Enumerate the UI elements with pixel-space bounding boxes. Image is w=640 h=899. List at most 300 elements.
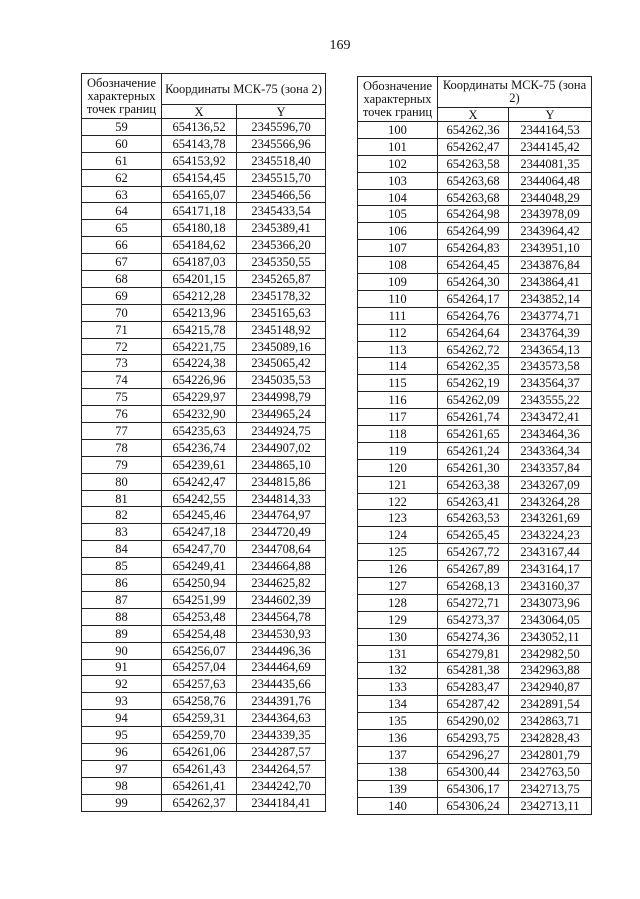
- y-coordinate-cell: 2344435,66: [237, 676, 326, 693]
- table-row: [82, 321, 326, 338]
- y-coordinate-cell: 2344145,42: [509, 138, 592, 155]
- y-coordinate-cell: 2343978,09: [509, 206, 592, 223]
- y-coordinate-cell: 2344064,48: [509, 172, 592, 189]
- point-number-cell: 93: [82, 693, 162, 710]
- table-row: [358, 274, 592, 291]
- point-number-cell: 137: [358, 746, 438, 763]
- table-row: [82, 659, 326, 676]
- y-coordinate-cell: 2344625,82: [237, 575, 326, 592]
- x-coordinate-cell: 654180,18: [162, 220, 237, 237]
- y-coordinate-cell: 2344664,88: [237, 558, 326, 575]
- point-number-cell: 84: [82, 541, 162, 558]
- x-coordinate-cell: 654232,90: [162, 406, 237, 423]
- point-number-cell: 97: [82, 760, 162, 777]
- x-coordinate-cell: 654263,38: [438, 476, 509, 493]
- y-coordinate-cell: 2345148,92: [237, 321, 326, 338]
- table-row: [82, 524, 326, 541]
- y-coordinate-cell: 2345518,40: [237, 152, 326, 169]
- point-number-cell: 111: [358, 307, 438, 324]
- y-coordinate-cell: 2345515,70: [237, 169, 326, 186]
- point-number-cell: 79: [82, 456, 162, 473]
- point-number-cell: 99: [82, 794, 162, 811]
- point-number-cell: 95: [82, 727, 162, 744]
- y-coordinate-cell: 2344865,10: [237, 456, 326, 473]
- y-coordinate-cell: 2344264,57: [237, 760, 326, 777]
- x-coordinate-cell: 654251,99: [162, 591, 237, 608]
- coordinates-header: Координаты МСК-75 (зона 2): [162, 74, 326, 105]
- point-number-cell: 134: [358, 696, 438, 713]
- y-coordinate-cell: 2345165,63: [237, 304, 326, 321]
- y-coordinate-cell: 2344564,78: [237, 608, 326, 625]
- table-row: [82, 558, 326, 575]
- x-coordinate-cell: 654306,24: [438, 797, 509, 814]
- table-row: [82, 743, 326, 760]
- table-row: [358, 358, 592, 375]
- x-coordinate-cell: 654242,55: [162, 490, 237, 507]
- point-number-cell: 71: [82, 321, 162, 338]
- point-number-cell: 92: [82, 676, 162, 693]
- x-coordinate-cell: 654171,18: [162, 203, 237, 220]
- x-coordinate-cell: 654262,37: [162, 794, 237, 811]
- table-row: [82, 541, 326, 558]
- point-number-cell: 80: [82, 473, 162, 490]
- x-coordinate-cell: 654272,71: [438, 594, 509, 611]
- y-coordinate-cell: 2343167,44: [509, 544, 592, 561]
- y-coordinate-cell: 2344924,75: [237, 423, 326, 440]
- point-number-cell: 60: [82, 135, 162, 152]
- y-coordinate-cell: 2343555,22: [509, 392, 592, 409]
- x-coordinate-cell: 654249,41: [162, 558, 237, 575]
- point-number-cell: 128: [358, 594, 438, 611]
- y-coordinate-cell: 2345265,87: [237, 271, 326, 288]
- x-coordinate-cell: 654264,99: [438, 223, 509, 240]
- table-row: [358, 290, 592, 307]
- y-coordinate-cell: 2344764,97: [237, 507, 326, 524]
- x-coordinate-cell: 654258,76: [162, 693, 237, 710]
- x-coordinate-cell: 654245,46: [162, 507, 237, 524]
- table-row: [82, 237, 326, 254]
- point-number-cell: 96: [82, 743, 162, 760]
- table-row: [82, 152, 326, 169]
- point-number-cell: 115: [358, 375, 438, 392]
- x-coordinate-cell: 654262,19: [438, 375, 509, 392]
- y-coordinate-cell: 2343852,14: [509, 290, 592, 307]
- table-row: [82, 304, 326, 321]
- x-coordinate-cell: 654165,07: [162, 186, 237, 203]
- point-number-cell: 104: [358, 189, 438, 206]
- point-number-cell: 82: [82, 507, 162, 524]
- x-coordinate-cell: 654274,36: [438, 628, 509, 645]
- y-coordinate-cell: 2343774,71: [509, 307, 592, 324]
- x-coordinate-cell: 654265,45: [438, 527, 509, 544]
- table-row: [358, 375, 592, 392]
- x-coordinate-cell: 654143,78: [162, 135, 237, 152]
- table-row: [358, 155, 592, 172]
- y-coordinate-cell: 2343464,36: [509, 426, 592, 443]
- x-coordinate-cell: 654136,52: [162, 119, 237, 136]
- point-number-cell: 121: [358, 476, 438, 493]
- table-row: [82, 642, 326, 659]
- table-row: [82, 203, 326, 220]
- table-row: [82, 490, 326, 507]
- table-row: [82, 439, 326, 456]
- x-coordinate-cell: 654201,15: [162, 271, 237, 288]
- y-coordinate-cell: 2343160,37: [509, 578, 592, 595]
- table-row: [82, 287, 326, 304]
- x-coordinate-cell: 654281,38: [438, 662, 509, 679]
- point-number-cell: 132: [358, 662, 438, 679]
- point-number-cell: 59: [82, 119, 162, 136]
- point-number-cell: 119: [358, 442, 438, 459]
- x-coordinate-cell: 654264,45: [438, 257, 509, 274]
- point-designation-header: Обозначение характерных точек границ: [358, 77, 438, 122]
- table-row: [358, 341, 592, 358]
- table-row: [358, 679, 592, 696]
- point-number-cell: 140: [358, 797, 438, 814]
- table-row: [82, 625, 326, 642]
- table-row: [358, 307, 592, 324]
- point-number-cell: 107: [358, 240, 438, 257]
- point-number-cell: 73: [82, 355, 162, 372]
- y-coordinate-cell: 2345596,70: [237, 119, 326, 136]
- x-coordinate-cell: 654263,68: [438, 189, 509, 206]
- x-coordinate-cell: 654290,02: [438, 713, 509, 730]
- x-coordinate-cell: 654229,97: [162, 389, 237, 406]
- point-number-cell: 62: [82, 169, 162, 186]
- x-coordinate-cell: 654250,94: [162, 575, 237, 592]
- table-row: [358, 493, 592, 510]
- y-coordinate-cell: 2342713,11: [509, 797, 592, 814]
- table-row: [82, 338, 326, 355]
- x-coordinate-cell: 654226,96: [162, 372, 237, 389]
- x-coordinate-cell: 654239,61: [162, 456, 237, 473]
- x-coordinate-cell: 654283,47: [438, 679, 509, 696]
- x-coordinate-cell: 654262,47: [438, 138, 509, 155]
- point-number-cell: 138: [358, 763, 438, 780]
- y-coordinate-cell: 2342763,50: [509, 763, 592, 780]
- point-number-cell: 64: [82, 203, 162, 220]
- x-coordinate-cell: 654247,70: [162, 541, 237, 558]
- point-number-cell: 81: [82, 490, 162, 507]
- x-coordinate-cell: 654264,17: [438, 290, 509, 307]
- y-coordinate-cell: 2344965,24: [237, 406, 326, 423]
- y-coordinate-cell: 2344464,69: [237, 659, 326, 676]
- table-row: [82, 693, 326, 710]
- y-coordinate-cell: 2343052,11: [509, 628, 592, 645]
- point-number-cell: 87: [82, 591, 162, 608]
- point-number-cell: 114: [358, 358, 438, 375]
- y-coordinate-cell: 2343951,10: [509, 240, 592, 257]
- x-coordinate-cell: 654263,58: [438, 155, 509, 172]
- point-number-cell: 66: [82, 237, 162, 254]
- x-coordinate-cell: 654212,28: [162, 287, 237, 304]
- point-number-cell: 88: [82, 608, 162, 625]
- point-number-cell: 85: [82, 558, 162, 575]
- point-number-cell: 113: [358, 341, 438, 358]
- table-row: [82, 406, 326, 423]
- point-number-cell: 127: [358, 578, 438, 595]
- point-number-cell: 116: [358, 392, 438, 409]
- point-number-cell: 61: [82, 152, 162, 169]
- x-coordinate-cell: 654263,41: [438, 493, 509, 510]
- y-coordinate-cell: 2342828,43: [509, 730, 592, 747]
- table-row: [82, 760, 326, 777]
- coordinates-header: Координаты МСК-75 (зона 2): [438, 77, 592, 108]
- table-row: [358, 611, 592, 628]
- x-coordinate-cell: 654264,64: [438, 324, 509, 341]
- y-coordinate-cell: 2344720,49: [237, 524, 326, 541]
- y-coordinate-cell: 2343964,42: [509, 223, 592, 240]
- table-row: [358, 138, 592, 155]
- x-header: X: [162, 105, 237, 119]
- point-number-cell: 108: [358, 257, 438, 274]
- y-coordinate-cell: 2343472,41: [509, 409, 592, 426]
- y-coordinate-cell: 2344814,33: [237, 490, 326, 507]
- y-coordinate-cell: 2344081,35: [509, 155, 592, 172]
- y-coordinate-cell: 2343224,23: [509, 527, 592, 544]
- y-coordinate-cell: 2345178,32: [237, 287, 326, 304]
- x-coordinate-cell: 654257,04: [162, 659, 237, 676]
- table-row: [82, 254, 326, 271]
- point-number-cell: 89: [82, 625, 162, 642]
- table-row: [82, 507, 326, 524]
- table-row: [358, 172, 592, 189]
- point-number-cell: 76: [82, 406, 162, 423]
- y-header: Y: [237, 105, 326, 119]
- table-row: [358, 122, 592, 139]
- x-coordinate-cell: 654235,63: [162, 423, 237, 440]
- point-number-cell: 100: [358, 122, 438, 139]
- x-coordinate-cell: 654261,30: [438, 459, 509, 476]
- x-coordinate-cell: 654279,81: [438, 645, 509, 662]
- y-coordinate-cell: 2344998,79: [237, 389, 326, 406]
- x-coordinate-cell: 654264,83: [438, 240, 509, 257]
- table-row: [358, 426, 592, 443]
- table-row: [358, 594, 592, 611]
- table-row: [82, 575, 326, 592]
- point-number-cell: 129: [358, 611, 438, 628]
- point-number-cell: 103: [358, 172, 438, 189]
- y-coordinate-cell: 2344708,64: [237, 541, 326, 558]
- y-coordinate-cell: 2345389,41: [237, 220, 326, 237]
- point-number-cell: 118: [358, 426, 438, 443]
- x-coordinate-cell: 654262,72: [438, 341, 509, 358]
- x-coordinate-cell: 654215,78: [162, 321, 237, 338]
- table-row: [358, 696, 592, 713]
- table-row: [358, 645, 592, 662]
- x-coordinate-cell: 654287,42: [438, 696, 509, 713]
- table-row: [358, 206, 592, 223]
- table-row: [358, 780, 592, 797]
- x-coordinate-cell: 654263,53: [438, 510, 509, 527]
- y-coordinate-cell: 2345366,20: [237, 237, 326, 254]
- table-row: [358, 527, 592, 544]
- point-number-cell: 94: [82, 710, 162, 727]
- table-row: [358, 730, 592, 747]
- y-coordinate-cell: 2343573,58: [509, 358, 592, 375]
- x-coordinate-cell: 654261,24: [438, 442, 509, 459]
- x-coordinate-cell: 654306,17: [438, 780, 509, 797]
- x-coordinate-cell: 654262,35: [438, 358, 509, 375]
- y-coordinate-cell: 2345035,53: [237, 372, 326, 389]
- point-number-cell: 105: [358, 206, 438, 223]
- point-number-cell: 130: [358, 628, 438, 645]
- table-row: [82, 591, 326, 608]
- x-coordinate-cell: 654224,38: [162, 355, 237, 372]
- table-row: [358, 392, 592, 409]
- table-row: [358, 578, 592, 595]
- table-row: [82, 456, 326, 473]
- x-coordinate-cell: 654261,43: [162, 760, 237, 777]
- point-number-cell: 123: [358, 510, 438, 527]
- point-number-cell: 65: [82, 220, 162, 237]
- point-number-cell: 124: [358, 527, 438, 544]
- y-coordinate-cell: 2344184,41: [237, 794, 326, 811]
- table-row: [358, 459, 592, 476]
- point-number-cell: 91: [82, 659, 162, 676]
- point-number-cell: 112: [358, 324, 438, 341]
- x-coordinate-cell: 654253,48: [162, 608, 237, 625]
- y-coordinate-cell: 2344815,86: [237, 473, 326, 490]
- point-number-cell: 126: [358, 561, 438, 578]
- y-coordinate-cell: 2343264,28: [509, 493, 592, 510]
- x-coordinate-cell: 654267,72: [438, 544, 509, 561]
- y-coordinate-cell: 2342801,79: [509, 746, 592, 763]
- x-coordinate-cell: 654296,27: [438, 746, 509, 763]
- point-number-cell: 109: [358, 274, 438, 291]
- x-coordinate-cell: 654262,36: [438, 122, 509, 139]
- y-coordinate-cell: 2344391,76: [237, 693, 326, 710]
- y-coordinate-cell: 2344364,63: [237, 710, 326, 727]
- y-header: Y: [509, 108, 592, 122]
- table-row: [82, 372, 326, 389]
- x-coordinate-cell: 654261,74: [438, 409, 509, 426]
- x-coordinate-cell: 654264,76: [438, 307, 509, 324]
- y-coordinate-cell: 2345065,42: [237, 355, 326, 372]
- table-row: [358, 628, 592, 645]
- point-number-cell: 74: [82, 372, 162, 389]
- x-coordinate-cell: 654184,62: [162, 237, 237, 254]
- y-coordinate-cell: 2343564,37: [509, 375, 592, 392]
- point-number-cell: 69: [82, 287, 162, 304]
- point-number-cell: 120: [358, 459, 438, 476]
- y-coordinate-cell: 2343357,84: [509, 459, 592, 476]
- table-row: [82, 355, 326, 372]
- point-number-cell: 102: [358, 155, 438, 172]
- table-row: [358, 797, 592, 814]
- x-coordinate-cell: 654257,63: [162, 676, 237, 693]
- y-coordinate-cell: 2343064,05: [509, 611, 592, 628]
- point-number-cell: 135: [358, 713, 438, 730]
- y-coordinate-cell: 2344164,53: [509, 122, 592, 139]
- y-coordinate-cell: 2344530,93: [237, 625, 326, 642]
- coordinates-table-left: [81, 73, 326, 812]
- x-coordinate-cell: 654259,31: [162, 710, 237, 727]
- point-number-cell: 117: [358, 409, 438, 426]
- x-coordinate-cell: 654262,09: [438, 392, 509, 409]
- table-row: [358, 257, 592, 274]
- table-row: [358, 662, 592, 679]
- y-coordinate-cell: 2344602,39: [237, 591, 326, 608]
- y-coordinate-cell: 2342863,71: [509, 713, 592, 730]
- y-coordinate-cell: 2342963,88: [509, 662, 592, 679]
- page-number: 169: [329, 38, 351, 53]
- table-row: [358, 544, 592, 561]
- point-number-cell: 125: [358, 544, 438, 561]
- y-coordinate-cell: 2342940,87: [509, 679, 592, 696]
- y-coordinate-cell: 2343364,34: [509, 442, 592, 459]
- x-coordinate-cell: 654154,45: [162, 169, 237, 186]
- table-row: [82, 676, 326, 693]
- table-row: [358, 510, 592, 527]
- point-number-cell: 83: [82, 524, 162, 541]
- table-row: [82, 794, 326, 811]
- x-coordinate-cell: 654267,89: [438, 561, 509, 578]
- y-coordinate-cell: 2344287,57: [237, 743, 326, 760]
- y-coordinate-cell: 2342713,75: [509, 780, 592, 797]
- y-coordinate-cell: 2342982,50: [509, 645, 592, 662]
- table-row: [358, 746, 592, 763]
- table-row: [358, 476, 592, 493]
- table-row: [358, 561, 592, 578]
- y-coordinate-cell: 2343164,17: [509, 561, 592, 578]
- point-number-cell: 98: [82, 777, 162, 794]
- x-coordinate-cell: 654254,48: [162, 625, 237, 642]
- point-number-cell: 101: [358, 138, 438, 155]
- x-coordinate-cell: 654261,65: [438, 426, 509, 443]
- x-coordinate-cell: 654242,47: [162, 473, 237, 490]
- point-number-cell: 70: [82, 304, 162, 321]
- y-coordinate-cell: 2345089,16: [237, 338, 326, 355]
- point-number-cell: 136: [358, 730, 438, 747]
- table-row: [82, 710, 326, 727]
- x-coordinate-cell: 654263,68: [438, 172, 509, 189]
- table-row: [82, 119, 326, 136]
- y-coordinate-cell: 2344339,35: [237, 727, 326, 744]
- x-coordinate-cell: 654221,75: [162, 338, 237, 355]
- y-coordinate-cell: 2343864,41: [509, 274, 592, 291]
- point-number-cell: 75: [82, 389, 162, 406]
- point-number-cell: 139: [358, 780, 438, 797]
- y-coordinate-cell: 2343654,13: [509, 341, 592, 358]
- table-row: [82, 389, 326, 406]
- x-coordinate-cell: 654261,41: [162, 777, 237, 794]
- x-coordinate-cell: 654293,75: [438, 730, 509, 747]
- point-number-cell: 106: [358, 223, 438, 240]
- y-coordinate-cell: 2345466,56: [237, 186, 326, 203]
- point-number-cell: 72: [82, 338, 162, 355]
- point-designation-header: Обозначение характерных точек границ: [82, 74, 162, 119]
- y-coordinate-cell: 2345566,96: [237, 135, 326, 152]
- point-number-cell: 78: [82, 439, 162, 456]
- y-coordinate-cell: 2344496,36: [237, 642, 326, 659]
- table-row: [358, 713, 592, 730]
- table-row: [82, 777, 326, 794]
- x-coordinate-cell: 654268,13: [438, 578, 509, 595]
- y-coordinate-cell: 2342891,54: [509, 696, 592, 713]
- table-row: [82, 727, 326, 744]
- point-number-cell: 133: [358, 679, 438, 696]
- table-row: [82, 271, 326, 288]
- y-coordinate-cell: 2345350,55: [237, 254, 326, 271]
- x-coordinate-cell: 654256,07: [162, 642, 237, 659]
- point-number-cell: 90: [82, 642, 162, 659]
- point-number-cell: 63: [82, 186, 162, 203]
- x-coordinate-cell: 654259,70: [162, 727, 237, 744]
- x-coordinate-cell: 654264,30: [438, 274, 509, 291]
- y-coordinate-cell: 2344907,02: [237, 439, 326, 456]
- table-row: [358, 189, 592, 206]
